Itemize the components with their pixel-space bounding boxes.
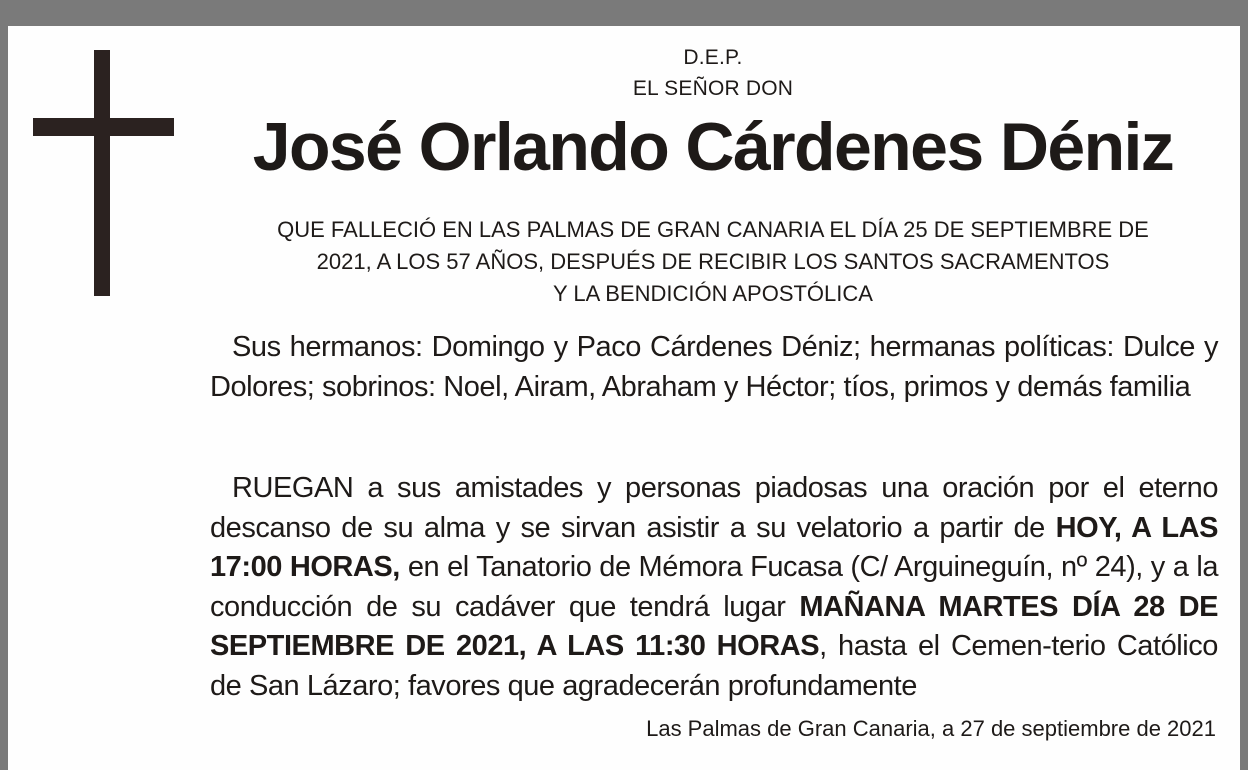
dep-heading: D.E.P. bbox=[683, 46, 743, 69]
ruegan-text-1: RUEGAN a sus amistades y personas piadosas una oración por el eterno descanso de su alma y se sirvan asistir a su velatorio a partir de bbox=[210, 472, 1218, 544]
cross-icon bbox=[94, 50, 110, 296]
family-paragraph bbox=[210, 328, 1218, 407]
ruegan-paragraph bbox=[210, 469, 1218, 706]
death-notice-line: QUE FALLECIÓ EN LAS PALMAS DE GRAN CANARIA EL DÍA 25 DE SEPTIEMBRE DE bbox=[277, 217, 1149, 242]
family-text: Sus hermanos: Domingo y Paco Cárdenes Déniz; hermanas políticas: Dulce y Dolores; sobrinos: Noel, Airam, Abraham y Héctor; tíos, primos y demás familia bbox=[210, 331, 1218, 403]
death-notice-line: Y LA BENDICIÓN APOSTÓLICA bbox=[553, 281, 873, 306]
title-prefix: EL SEÑOR DON bbox=[632, 77, 794, 100]
wake-time: HOY, A LAS 17:00 HORAS, bbox=[210, 511, 1219, 583]
funeral-time: MAÑANA MARTES DÍA 28 DE SEPTIEMBRE DE 2021, A LAS 11:30 HORAS bbox=[210, 590, 1218, 662]
cross-icon-bar bbox=[33, 118, 174, 136]
ruegan-text-3: , hasta el Cemen-terio Católico de San Lázaro; favores que agradecerán profundamente bbox=[210, 630, 1218, 702]
place-date-signature: Las Palmas de Gran Canaria, a 27 de septiembre de 2021 bbox=[646, 716, 1216, 741]
death-notice bbox=[208, 214, 1218, 310]
death-notice-line: 2021, A LOS 57 AÑOS, DESPUÉS DE RECIBIR LOS SANTOS SACRAMENTOS bbox=[316, 249, 1110, 274]
ruegan-text-2: en el Tanatorio de Mémora Fucasa (C/ Arguineguín, nº 24), y a la conducción de su cadáver que tendrá lugar bbox=[210, 551, 1218, 623]
deceased-name: José Orlando Cárdenes Déniz bbox=[252, 109, 1174, 185]
obituary-notice bbox=[8, 26, 1240, 770]
